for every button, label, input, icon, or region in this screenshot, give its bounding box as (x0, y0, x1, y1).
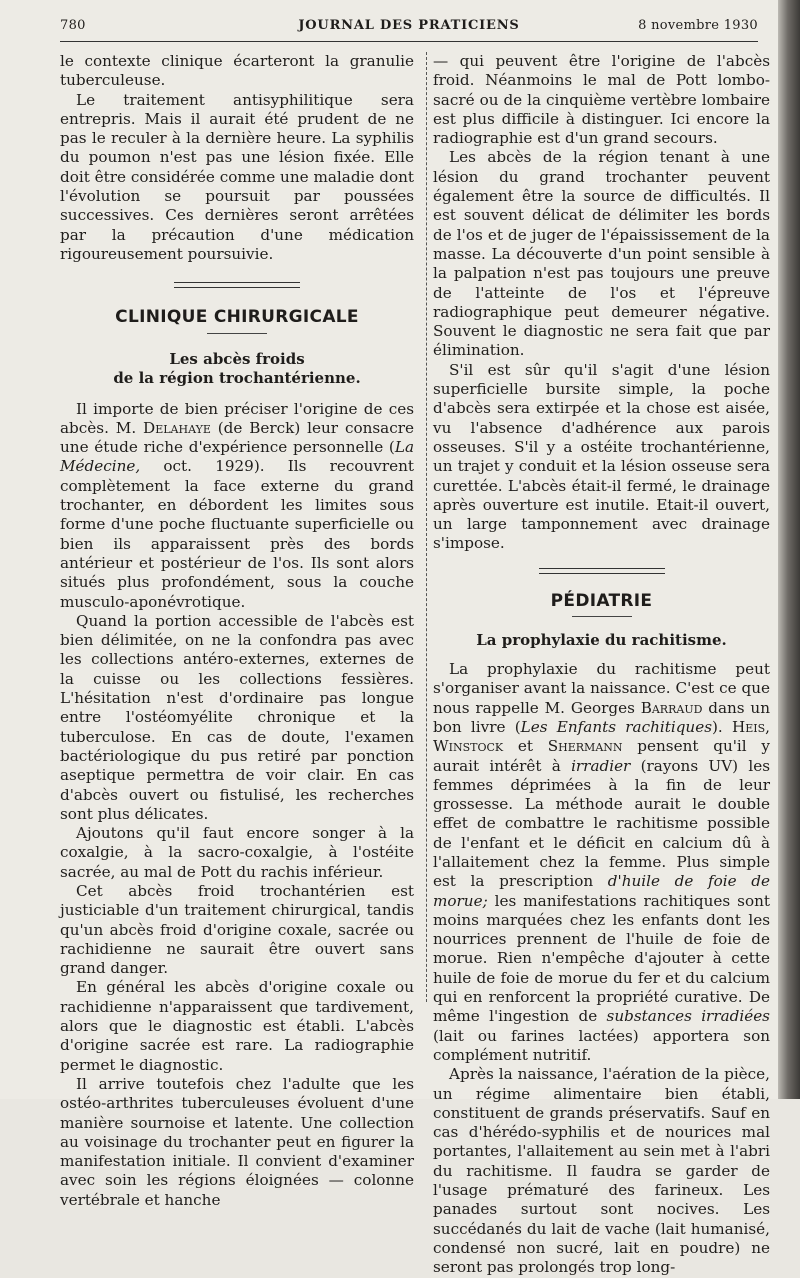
running-head (60, 14, 758, 36)
article-title: La prophylaxie du rachitisme. (476, 631, 727, 650)
paragraph: En général les abcès d'origine coxale ou rachidienne n'apparaissent que tardivement, alors que le diagnostic est établi. L'abcès d'origine sacrée est rare. La radiographie permet le diagnostic. (60, 978, 414, 1074)
article-title-line2: de la région trochantérienne. (113, 368, 361, 387)
page-edge-shadow (778, 0, 800, 1099)
section-title: CLINIQUE CHIRURGICALE (115, 307, 359, 328)
paragraph: Il importe de bien préciser l'origine de ces abcès. M. Delahaye (de Berck) leur consacre une étude riche d'expérience personnelle (La Médecine, oct. 1929). Ils recouvrent complètement la face externe du grand trochanter, en débordent les limites sous forme d'une poche fluctuante superficielle ou bien ils apparaissent près des bords antérieur et postérieur de l'os. Ils sont alors situés plus profondément, sous la couche musculo-aponévrotique. (60, 399, 414, 611)
author-name: Delahaye (143, 418, 211, 437)
author-name: Shermann (547, 737, 623, 756)
column-divider (426, 52, 427, 1002)
issue-date: 8 novembre 1930 (638, 18, 758, 33)
paragraph: le contexte clinique écarteront la granulie tuberculeuse. (60, 52, 414, 90)
paragraph: Après la naissance, l'aération de la pièce, un régime alimentaire bien établi, constituent de grands préservatifs. Sauf en cas d'hérédo-syphilis et de nourices mal portantes, l'allaitement au sein met à l'abri du rachitisme. Il faudra se garder de l'usage prématuré des farineux. Les panades surtout sont nocives. Les succédanés du lait de vache (lait humanisé, condensé non sucré, lait en poudre) ne seront pas prolongés trop long- (433, 1065, 770, 1277)
page-number: 780 (60, 18, 86, 33)
journal-title: JOURNAL DES PRATICIENS (298, 18, 520, 33)
article-title-line1: Les abcès froids (169, 349, 305, 368)
paragraph: — qui peuvent être l'origine de l'abcès froid. Néanmoins le mal de Pott lombo-sacré ou de la cinquième vertèbre lombaire est plus difficile à distinguer. Ici encore la radiographie est d'un grand secours. (433, 52, 770, 148)
left-column (60, 52, 414, 1210)
source-title: La Médecine, (60, 438, 414, 476)
header-rule (60, 41, 758, 42)
paragraph: S'il est sûr qu'il s'agit d'une lésion superficielle bursite simple, la poche d'abcès sera extirpée et la chose est aisée, vu l'absence d'adhérence aux parois osseuses. S'il y a ostéite trochantérienne, un trajet y conduit et la lésion osseuse sera curettée. L'abcès était-il fermé, le drainage après ouverture est inutile. Etait-il ouvert, un large tamponnement avec drainage s'impose. (433, 360, 770, 553)
paragraph: Le traitement antisyphilitique sera entrepris. Mais il aurait été prudent de ne pas le reculer à la dernière heure. La syphilis du poumon n'est pas une lésion fixée. Elle doit être considérée comme une maladie dont l'évolution se poursuit par poussées successives. Ces dernières seront arrêtées par la précaution d'une médication rigoureusement poursuivie. (60, 90, 414, 263)
paragraph: Il arrive toutefois chez l'adulte que les ostéo-arthrites tuberculeuses évoluent d'une manière sournoise et latente. Une collection au voisinage du trochanter peut en figurer la manifestation initiale. Il convient d'examiner avec soin les régions éloignées — colonne vertébrale et hanche (60, 1074, 414, 1209)
paragraph: Cet abcès froid trochantérien est justiciable d'un traitement chirurgical, tandis qu'un abcès froid d'origine coxale, sacrée ou rachidienne ne saurait être ouvert sans grand danger. (60, 881, 414, 978)
paragraph: Ajoutons qu'il faut encore songer à la coxalgie, à la sacro-coxalgie, à l'ostéite sacrée, au mal de Pott du rachis inférieur. (60, 824, 414, 881)
section-title: PÉDIATRIE (550, 590, 653, 611)
paragraph: Quand la portion accessible de l'abcès est bien délimitée, on ne la confondra pas avec les collections antéro-externes, externes de la cuisse ou les collections fessières. L'hésitation n'est d'ordinaire pas longue entre l'ostéomyélite chronique et la tuberculose. En cas de doute, l'examen bactériologique du pus retiré par ponction aseptique permettra de voir clair. En cas d'abcès ouvert ou fistulisé, les recherches sont plus délicates. (60, 611, 414, 823)
author-name: Barraud (640, 698, 703, 717)
right-column (433, 52, 770, 1278)
paragraph: La prophylaxie du rachitisme peut s'organiser avant la naissance. C'est ce que nous rappelle M. Georges Barraud dans un bon livre (Les Enfants rachitiques). Heis, Winstock et Shermann pensent qu'il y aurait intérêt à irradier (rayons UV) les femmes déprimées à la fin de leur grossesse. La méthode aurait le double effet de combattre le rachitisme possible de l'enfant et le déficit en calcium dû à l'allaitement chez la femme. Plus simple est la prescription d'huile de foie de morue; les manifestations rachitiques sont moins marquées chez les enfants dont les nourrices prennent de l'huile de foie de morue. Rien n'empêche d'ajouter à cette huile de foie de morue du fer et du calcium qui en renforcent la propriété curative. De même l'ingestion de substances irradiées (lait ou farines lactées) apportera son complément nutritif. (433, 660, 771, 1064)
book-title: Les Enfants rachitiques (520, 717, 712, 736)
author-names: Heis, Winstock (433, 717, 770, 756)
paragraph: Les abcès de la région tenant à une lésion du grand trochanter peuvent également être la source de difficultés. Il est souvent délicat de délimiter les bords de l'os et de juger de l'épaississement de la masse. La découverte d'un point sensible à la palpation n'est pas toujours une preuve de l'atteinte de l'os et l'épreuve radiographique peut demeurer négative. Souvent le diagnostic ne sera fait que par élimination. (433, 148, 770, 360)
